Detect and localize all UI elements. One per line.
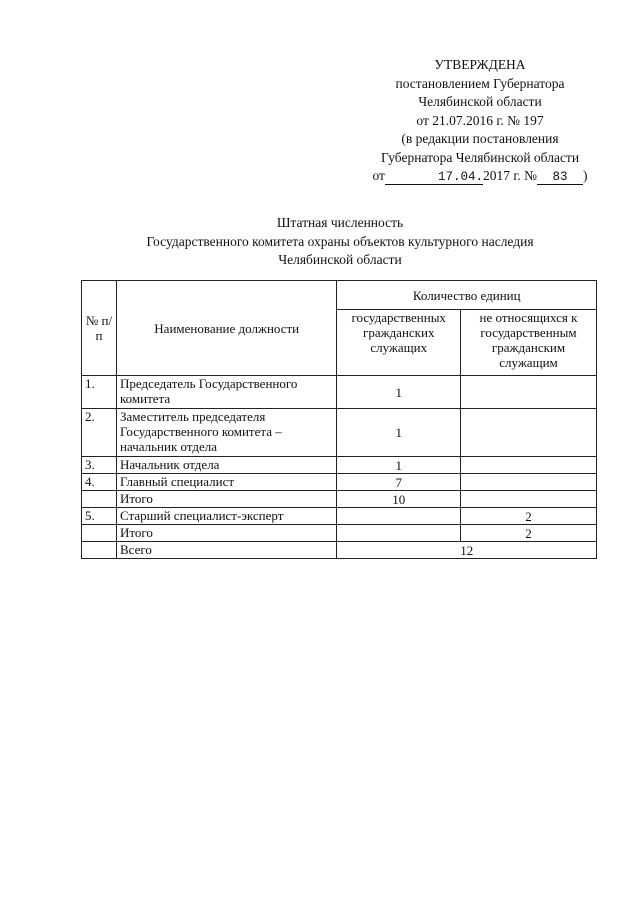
row-num: 1. [82, 376, 117, 409]
approval-stamp-block [360, 56, 600, 186]
row-position: Заместитель председателя Государственного комитета – начальник отдела [117, 409, 337, 457]
row-gov-count: 7 [337, 474, 461, 491]
amendment-number: 83 [537, 170, 583, 185]
row-num [82, 525, 117, 542]
table-row [82, 474, 597, 491]
row-gov-count [337, 525, 461, 542]
table-row [82, 457, 597, 474]
row-position: Итого [117, 525, 337, 542]
approval-heading: УТВЕРЖДЕНА [434, 57, 526, 72]
row-num [82, 491, 117, 508]
table-row [82, 376, 597, 409]
staffing-table [81, 280, 597, 559]
amendment-suffix: ) [583, 168, 588, 183]
amendment-prefix: от [372, 168, 385, 183]
row-num: 2. [82, 409, 117, 457]
table-header-row [82, 281, 597, 310]
title-line: Челябинской области [278, 252, 402, 267]
row-non-gov-count [461, 474, 597, 491]
row-num: 5. [82, 508, 117, 525]
table-row-subtotal [82, 525, 597, 542]
approval-amendment-line [360, 167, 600, 186]
row-num [82, 542, 117, 559]
title-line: Штатная численность [276, 215, 404, 230]
total-label: Всего [117, 542, 337, 559]
row-non-gov-count [461, 376, 597, 409]
table-row [82, 409, 597, 457]
row-num: 3. [82, 457, 117, 474]
row-num: 4. [82, 474, 117, 491]
table-row [82, 508, 597, 525]
row-position: Итого [117, 491, 337, 508]
header-non-civil-servants: не относящихся к государственным гражданским служащим [461, 310, 597, 376]
row-gov-count: 1 [337, 409, 461, 457]
row-position: Главный специалист [117, 474, 337, 491]
row-non-gov-count [461, 457, 597, 474]
approval-line: Челябинской области [418, 94, 542, 109]
table-row-subtotal [82, 491, 597, 508]
title-line: Государственного комитета охраны объектов культурного наследия [146, 233, 534, 249]
amendment-mid: 2017 г. № [482, 168, 537, 183]
row-position: Начальник отдела [117, 457, 337, 474]
row-non-gov-count: 2 [461, 525, 597, 542]
approval-line: постановлением Губернатора [395, 75, 565, 91]
total-value: 12 [337, 542, 597, 559]
row-non-gov-count [461, 491, 597, 508]
document-title [60, 214, 620, 270]
row-position: Председатель Государственного комитета [117, 376, 337, 409]
approval-line: от 21.07.2016 г. № 197 [416, 112, 544, 128]
approval-line: Губернатора Челябинской области [380, 149, 580, 165]
row-gov-count [337, 508, 461, 525]
row-non-gov-count: 2 [461, 508, 597, 525]
header-quantity: Количество единиц [337, 281, 597, 310]
row-gov-count: 1 [337, 376, 461, 409]
approval-line: (в редакции постановления [401, 131, 559, 146]
header-civil-servants: государственных гражданских служащих [337, 310, 461, 376]
row-non-gov-count [461, 409, 597, 457]
row-gov-count: 1 [337, 457, 461, 474]
row-gov-count: 10 [337, 491, 461, 508]
table-row-total [82, 542, 597, 559]
header-position-name: Наименование должности [117, 281, 337, 376]
row-position: Старший специалист-эксперт [117, 508, 337, 525]
amendment-date: 17.04. [385, 170, 483, 185]
header-num: № п/п [82, 281, 117, 376]
